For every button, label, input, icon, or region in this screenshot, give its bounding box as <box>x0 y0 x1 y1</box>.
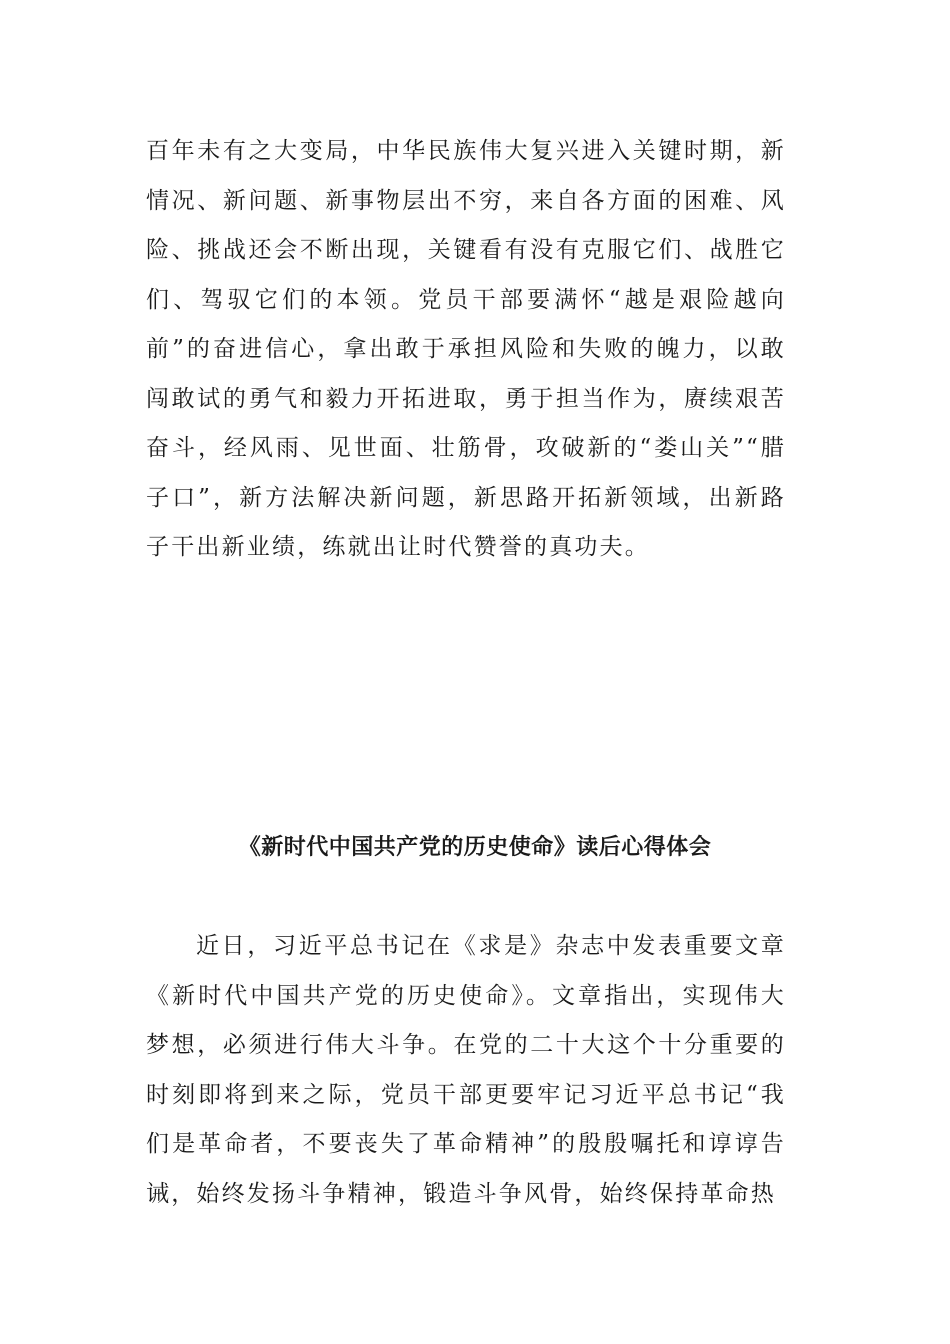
section-title: 《新时代中国共产党的历史使命》读后心得体会 <box>238 835 712 860</box>
body-paragraph-1: 百年未有之大变局，中华民族伟大复兴进入关键时期，新情况、新问题、新事物层出不穷，来自各方面的困难、风险、挑战还会不断出现，关键看有没有克服它们、战胜它们、驾驭它们的本领。党员干部要满怀“越是艰险越向前”的奋进信心，拿出敢于承担风险和失败的魄力，以敢闯敢试的勇气和毅力开拓进取，勇于担当作为，赓续艰苦奋斗，经风雨、见世面、壮筋骨，攻破新的“娄山关”“腊子口”，新方法解决新问题，新思路开拓新领域，出新路子干出新业绩，练就出让时代赞誉的真功夫。 <box>146 138 786 560</box>
body-paragraph-2: 近日，习近平总书记在《求是》杂志中发表重要文章《新时代中国共产党的历史使命》。文章指出，实现伟大梦想，必须进行伟大斗争。在党的二十大这个十分重要的时刻即将到来之际，党员干部更要牢记习近平总书记“我们是革命者，不要丧失了革命精神”的殷殷嘱托和谆谆告诫，始终发扬斗争精神，锻造斗争风骨，始终保持革命热 <box>146 933 786 1207</box>
